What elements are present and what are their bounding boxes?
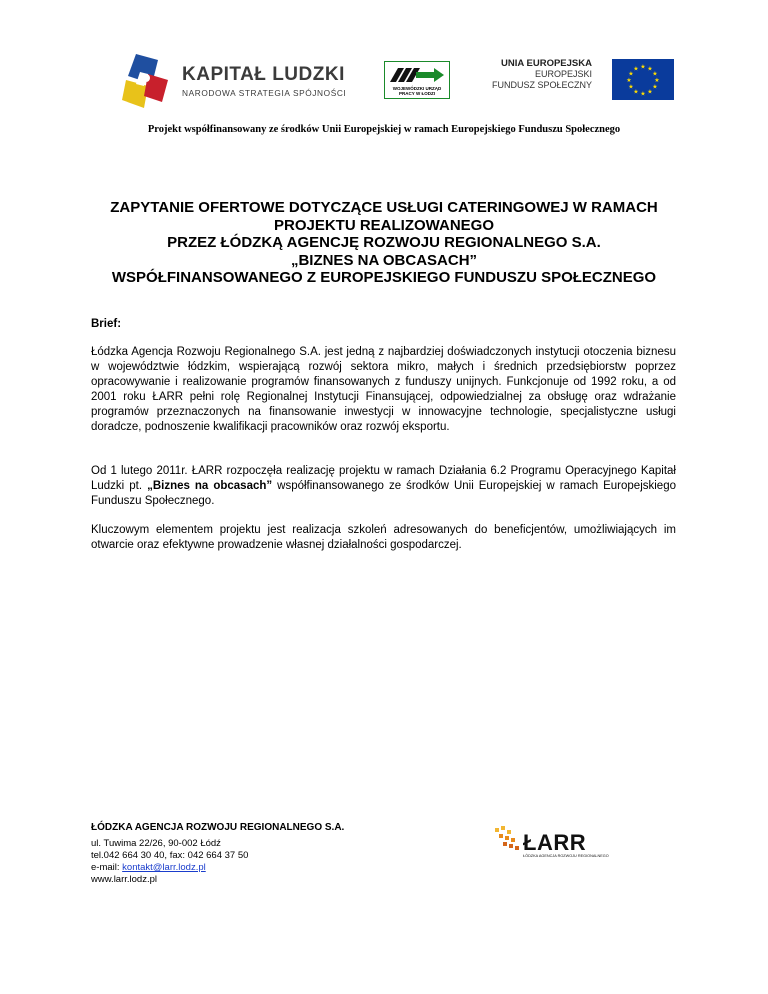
title-line: PROJEKTU REALIZOWANEGO — [273, 216, 494, 234]
document-title — [0, 199, 768, 287]
title-line: WSPÓŁFINANSOWANEGO Z EUROPEJSKIEGO FUNDUSZU SPOŁECZNEGO — [111, 269, 657, 286]
footer-email-prefix: e-mail: — [91, 862, 123, 873]
footer-phone: tel.042 664 30 40, fax: 042 664 37 50 — [91, 850, 249, 861]
svg-text:★: ★ — [652, 83, 658, 91]
footer-contact — [91, 822, 344, 886]
title-line: „BIZNES NA OBCASACH” — [290, 251, 478, 269]
wup-text: WOJEWÓDZKI URZĄD PRACY W ŁODZI — [392, 86, 442, 96]
svg-text:★: ★ — [647, 65, 653, 73]
paragraph-2-text-a: Od 1 lutego 2011r. ŁARR rozpoczęła realizację projektu w ramach Działania 6.2 Programu Operacyjnego Kapitał Ludzki pt. — [91, 465, 676, 492]
eu-flag-icon — [612, 59, 674, 100]
wup-arrow-icon — [386, 64, 448, 86]
paragraph-2-text-b: współfinansowanego ze środków Unii Europejskiej w ramach Europejskiego Funduszu Społecznego. — [91, 480, 676, 507]
svg-text:★: ★ — [654, 77, 660, 84]
project-name: „Biznes na obcasach” — [147, 480, 273, 492]
cofunded-statement: Projekt współfinansowany ze środków Unii Europejskiej w ramach Europejskiego Funduszu Społecznego — [147, 124, 621, 135]
paragraph-1: Łódzka Agencja Rozwoju Regionalnego S.A. jest jedną z najbardziej doświadczonych instytucji otoczenia biznesu w województwie łódzkim, wspierającą rozwój sektora mikro, małych i średnich przedsiębiorstw poprzez opracowywanie i realizowanie programów finansowanych z funduszy unijnych. Funkcjonuje od 1992 roku, a od 2001 roku ŁARR pełni rolę Regionalnej Instytucji Finansującej, odpowiedzialnej za obsługę oraz wdrażanie programów przeznaczonych na finansowanie inwestycji w innowacyjne technologie, specjalistyczne usługi doradcze, podnoszenie kwalifikacji pracowników oraz rozwój eksportu. — [91, 346, 676, 433]
footer-email-link[interactable]: kontakt@larr.lodz.pl — [122, 862, 206, 873]
footer-address: ul. Tuwima 22/26, 90-002 Łódź — [91, 838, 221, 849]
larr-pixel-icon — [493, 826, 523, 860]
svg-text:★: ★ — [626, 77, 632, 84]
svg-text:★: ★ — [633, 88, 639, 96]
title-line: ZAPYTANIE OFERTOWE DOTYCZĄCE USŁUGI CATERINGOWEJ W RAMACH — [110, 199, 658, 216]
svg-text:★: ★ — [652, 70, 658, 78]
larr-logo — [493, 826, 608, 862]
eu-line-2: FUNDUSZ SPOŁECZNY — [491, 80, 592, 90]
brief-label: Brief: — [91, 318, 122, 330]
svg-text:★: ★ — [647, 88, 653, 96]
svg-text:★: ★ — [640, 90, 646, 98]
kapital-ludzki-title: KAPITAŁ LUDZKI — [182, 64, 345, 85]
svg-text:★: ★ — [633, 65, 639, 73]
svg-text:★: ★ — [640, 63, 646, 71]
wup-logo — [384, 61, 450, 99]
eu-title: UNIA EUROPEJSKA — [501, 58, 592, 69]
kapital-ludzki-subtitle: NARODOWA STRATEGIA SPÓJNOŚCI — [182, 88, 347, 98]
eu-line-1: EUROPEJSKI — [534, 69, 592, 79]
title-line: PRZEZ ŁÓDZKĄ AGENCJĘ ROZWOJU REGIONALNEGO S.A. — [167, 234, 601, 251]
paragraph-2 — [91, 464, 676, 509]
footer-website: www.larr.lodz.pl — [91, 874, 157, 885]
footer-org-name: ŁÓDZKA AGENCJA ROZWOJU REGIONALNEGO S.A. — [91, 822, 345, 833]
paragraph-3: Kluczowym elementem projektu jest realizacja szkoleń adresowanych do beneficjentów, umożliwiających im otwarcie oraz efektywne prowadzenie własnej działalności gospodarczej. — [91, 524, 676, 551]
larr-logo-text: ŁARR — [523, 830, 587, 855]
kapital-ludzki-emblem-icon — [118, 50, 178, 110]
footer-email-line — [91, 862, 344, 874]
svg-text:★: ★ — [628, 83, 634, 91]
larr-logo-subtitle: ŁÓDZKA AGENCJA ROZWOJU REGIONALNEGO — [523, 854, 609, 858]
eu-text-block — [492, 58, 592, 91]
kapital-ludzki-logo — [118, 50, 353, 110]
svg-text:★: ★ — [628, 70, 634, 78]
